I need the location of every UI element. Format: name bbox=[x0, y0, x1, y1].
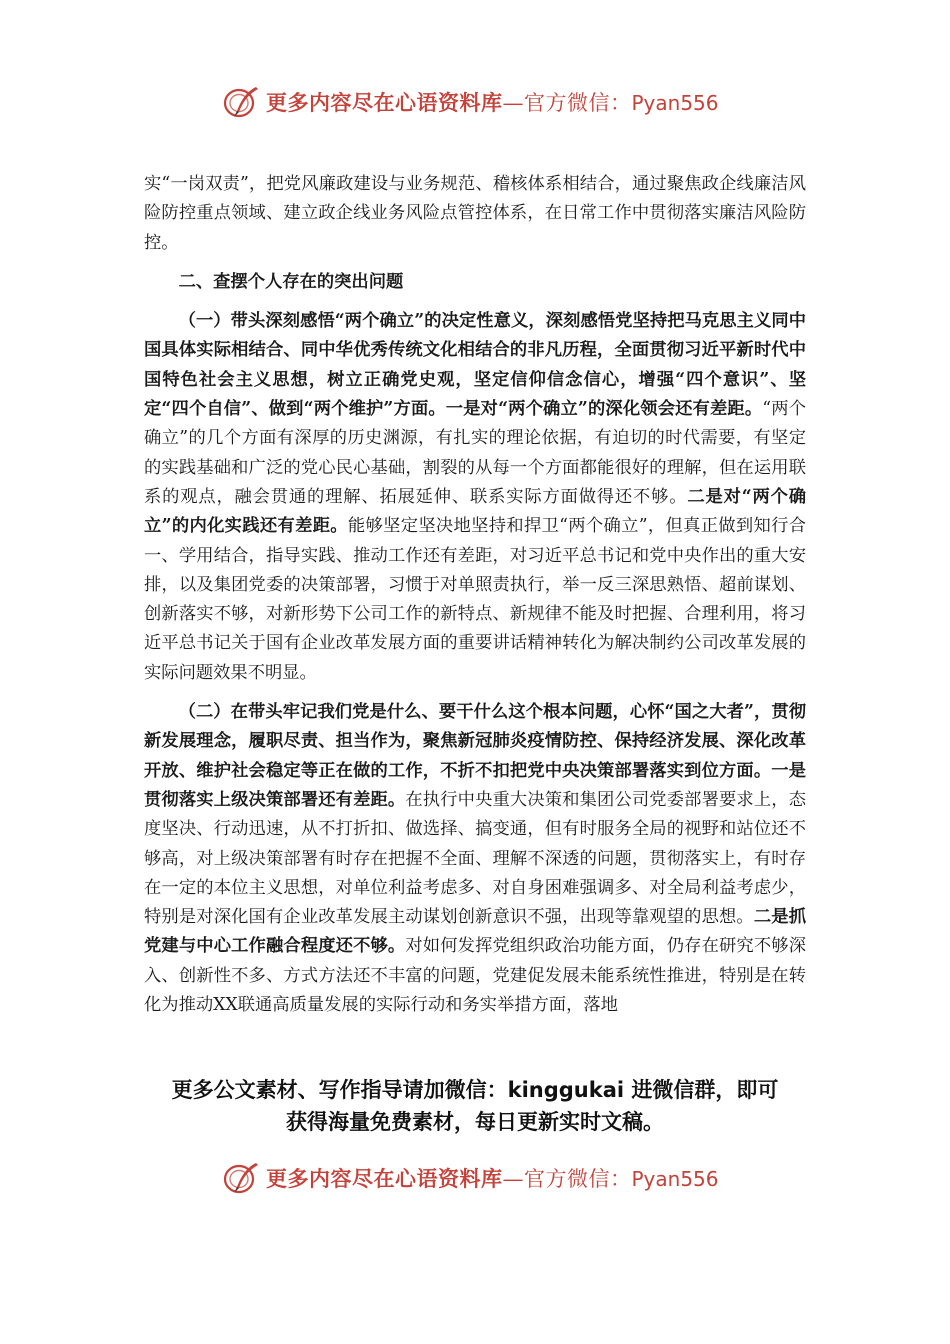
spacer bbox=[144, 688, 806, 698]
paragraph-3-text-1: 在执行中央重大决策和集团公司党委部署要求上，态度坚决、行动迅速，从不打折扣、做选择、搞变通，但有时服务全局的视野和站位还不够高，对上级决策部署有时存在把握不全面、理解不深透的问题，贯彻落实上，有时存在一定的本位主义思想，对单位利益考虑多、对自身困难强调多、对全局利益考虑少，特别是对深化国有企业改革发展主动谋划创新意识不强，出现等靠观望的思想。 bbox=[144, 789, 806, 928]
quill-logo-icon bbox=[222, 84, 262, 120]
banner-separator: — bbox=[502, 91, 524, 115]
promo-line-1: 更多公文素材、写作指导请加微信：kinggukai 进微信群，即可 bbox=[171, 1078, 779, 1102]
promo-line-2: 获得海量免费素材，每日更新实时文稿。 bbox=[286, 1110, 664, 1134]
spacer bbox=[144, 297, 806, 307]
banner-prefix: 更多内容尽在心语资料库 bbox=[266, 1166, 503, 1191]
banner-wechat-label: 官方微信： bbox=[524, 91, 632, 115]
document-body bbox=[144, 170, 806, 1020]
banner-wechat-label: 官方微信： bbox=[524, 1167, 632, 1191]
quill-logo-icon bbox=[222, 1160, 262, 1196]
banner-wechat-id: Pyan556 bbox=[631, 1167, 719, 1191]
banner-text bbox=[266, 1163, 719, 1193]
section-heading-2: 二、查摆个人存在的突出问题 bbox=[178, 271, 404, 292]
bottom-banner bbox=[0, 1156, 950, 1200]
paragraph-2-bold-point: 二是对“两个确立”的内化实践还有差距。 bbox=[144, 486, 806, 537]
paragraph-2 bbox=[144, 307, 806, 688]
paragraph-1: 实“一岗双责”，把党风廉政建设与业务规范、稽核体系相结合，通过聚焦政企线廉洁风险防控重点领域、建立政企线业务风险点管控体系，在日常工作中贯彻落实廉洁风险防控。 bbox=[144, 174, 806, 253]
banner-wechat-id: Pyan556 bbox=[631, 91, 719, 115]
top-banner bbox=[0, 80, 950, 124]
paragraph-3-text-2: 对如何发挥党组织政治功能方面，仍存在研究不够深入、创新性不多、方式方法还不丰富的问题，党建促发展未能系统性推进，特别是在转化为推动XX联通高质量发展的实际行动和务实举措方面，落地 bbox=[144, 936, 806, 1016]
banner-text bbox=[266, 87, 719, 117]
banner-separator: — bbox=[502, 1167, 524, 1191]
spacer bbox=[144, 258, 806, 268]
promo-notice bbox=[0, 1074, 950, 1138]
paragraph-2-bold-lead: （一）带头深刻感悟“两个确立”的决定性意义，深刻感悟党坚持把马克思主义同中国具体实际相结合、同中华优秀传统文化相结合的非凡历程，全面贯彻习近平新时代中国特色社会主义思想，树立正确党史观，坚定信仰信念信心，增强“四个意识”、坚定“四个自信”、做到“两个维护”方面。一是对“两个确立”的深化领会还有差距。 bbox=[144, 311, 806, 420]
paragraph-3-bold-point: 二是抓党建与中心工作融合程度还不够。 bbox=[144, 907, 806, 957]
paragraph-2-text-1: “两个确立”的几个方面有深厚的历史渊源，有扎实的理论依据，有迫切的时代需要，有坚定的实践基础和广泛的党心民心基础，割裂的从每一个方面都能很好的理解，但在运用联系的观点，融会贯通的理解、拓展延伸、联系实际方面做得还不够。 bbox=[144, 399, 806, 507]
paragraph-3 bbox=[144, 698, 806, 1020]
paragraph-2-text-2: 能够坚定坚决地坚持和捍卫“两个确立”，但真正做到知行合一、学用结合，指导实践、推动工作还有差距，对习近平总书记和党中央作出的重大安排，以及集团党委的决策部署，习惯于对单照责执行，举一反三深思熟悟、超前谋划、创新落实不够，对新形势下公司工作的新特点、新规律不能及时把握、合理利用，将习近平总书记关于国有企业改革发展方面的重要讲话精神转化为解决制约公司改革发展的实际问题效果不明显。 bbox=[144, 516, 806, 683]
banner-prefix: 更多内容尽在心语资料库 bbox=[266, 90, 503, 115]
paragraph-3-bold-lead: （二）在带头牢记我们党是什么、要干什么这个根本问题，心怀“国之大者”，贯彻新发展理念，履职尽责、担当作为，聚焦新冠肺炎疫情防控、保持经济发展、深化改革开放、维护社会稳定等正在做的工作，不折不扣把党中央决策部署落实到位方面。一是贯彻落实上级决策部署还有差距。 bbox=[144, 702, 806, 810]
